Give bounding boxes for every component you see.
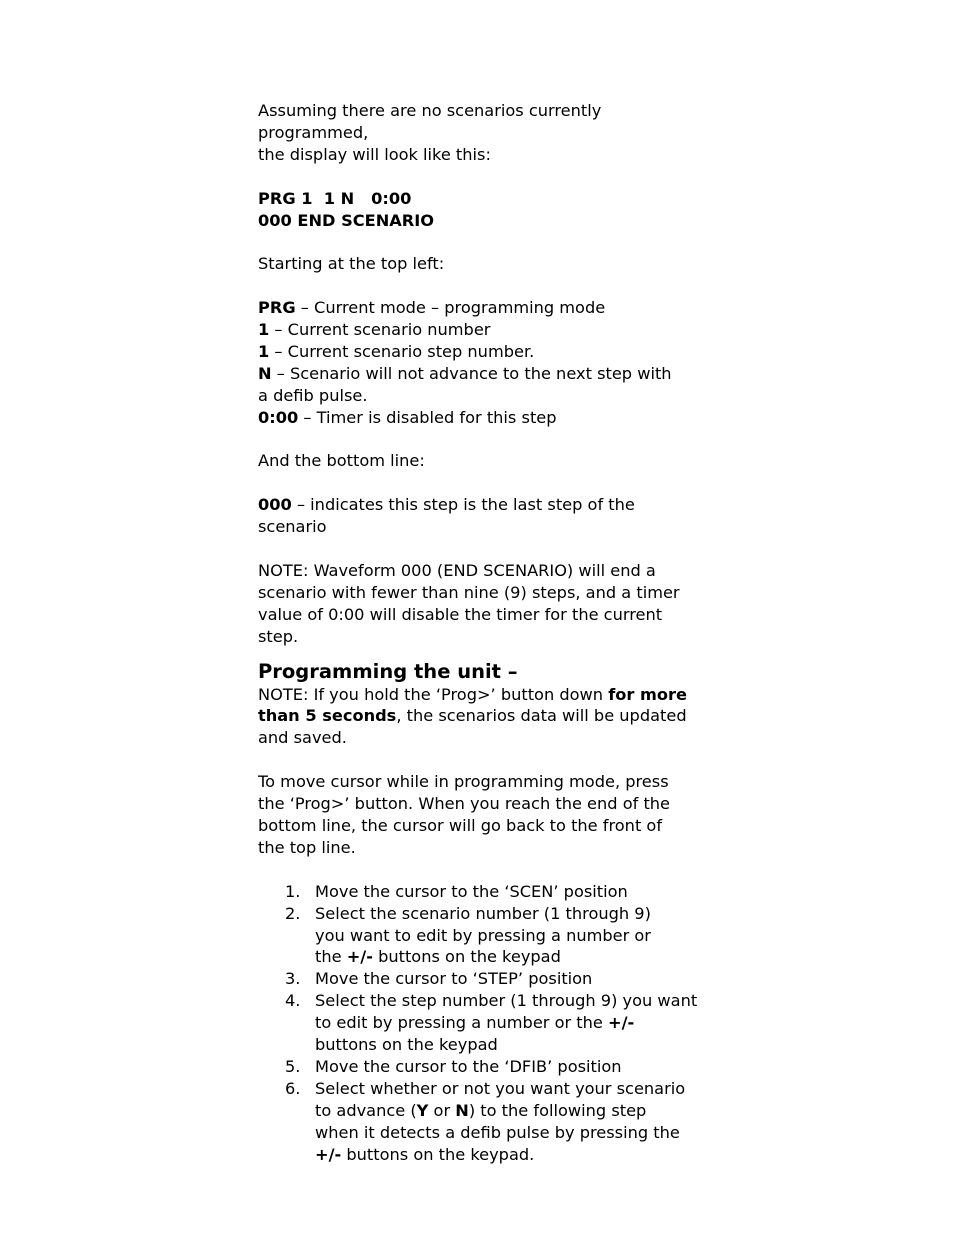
step-number: 3. (285, 969, 301, 989)
step-text: Move the cursor to the ‘DFIB’ position (315, 1056, 622, 1076)
note-end: , the scenarios data will be updated and saved. (258, 706, 687, 748)
list-item (258, 881, 708, 903)
list-item (258, 903, 670, 969)
step-text-bold: +/- (608, 1013, 635, 1033)
definition-step-number (258, 341, 708, 363)
top-left-heading: Starting at the top left: (258, 254, 445, 274)
definition-term: 1 (258, 320, 270, 340)
definition-term: 000 (258, 495, 292, 515)
step-text-bold: Y (416, 1100, 429, 1120)
definition-timer (258, 407, 708, 429)
step-text: buttons on the keypad (315, 1035, 498, 1055)
intro-paragraph (258, 100, 708, 166)
definition-term: PRG (258, 298, 296, 318)
step-text: buttons on the keypad. (341, 1144, 535, 1164)
definition-desc: – indicates this step is the last step of the scenario (258, 495, 635, 537)
step-text: Move the cursor to the ‘SCEN’ position (315, 881, 628, 901)
definition-desc: – Current scenario number (269, 320, 491, 340)
step-text: ) to the following step when it detects a defib pulse by pressing the (315, 1100, 680, 1142)
bottom-definition (258, 494, 708, 538)
step-number: 6. (285, 1078, 301, 1098)
step-number: 1. (285, 881, 301, 901)
step-text: Select the scenario number (1 through 9) you want to edit by pressing a number or the (315, 903, 651, 967)
step-text: or (428, 1100, 456, 1120)
display-top-line: PRG 1 1 N 0:00 (258, 188, 412, 208)
definition-scenario-number (258, 319, 708, 341)
note-bold: for more than 5 seconds (258, 684, 687, 726)
definition-mode (258, 297, 708, 319)
display-bottom-line: 000 END SCENARIO (258, 210, 435, 230)
section-heading: Programming the unit – (258, 659, 518, 683)
step-number: 2. (285, 903, 301, 923)
list-item (258, 1078, 695, 1166)
step-text-bold: N (455, 1100, 469, 1120)
definition-term: 0:00 (258, 407, 299, 427)
step-number: 5. (285, 1056, 301, 1076)
list-item (258, 990, 700, 1056)
list-item (258, 1056, 708, 1078)
step-number: 4. (285, 991, 301, 1011)
intro-line-2: the display will look like this: (258, 144, 491, 164)
definitions-list (258, 297, 708, 428)
note-waveform: NOTE: Waveform 000 (END SCENARIO) will end a scenario with fewer than nine (9) steps, and a timer value of 0:00 will disable the timer for the current step. (258, 560, 680, 646)
definition-desc: – Scenario will not advance to the next step with a defib pulse. (258, 363, 672, 405)
step-text-bold: +/- (346, 947, 373, 967)
list-item (258, 968, 708, 990)
cursor-instructions: To move cursor while in programming mode, press the ‘Prog>’ button. When you reach the end of the bottom line, the cursor will go back to the front of the top line. (258, 772, 671, 857)
definition-desc: – Current scenario step number. (269, 341, 535, 361)
step-text: Select the step number (1 through 9) you want to edit by pressing a number or the (315, 991, 698, 1033)
note-start: NOTE: If you hold the ‘Prog>’ button down (258, 684, 609, 704)
definition-advance (258, 363, 678, 407)
steps-list (258, 881, 708, 1166)
step-text: Move the cursor to ‘STEP’ position (315, 969, 593, 989)
step-text-bold: +/- (315, 1144, 342, 1164)
bottom-line-heading: And the bottom line: (258, 451, 425, 471)
definition-term: N (258, 363, 272, 383)
document-page (258, 100, 708, 1165)
note-prog-hold (258, 684, 693, 750)
display-example (258, 188, 708, 232)
intro-line-1: Assuming there are no scenarios currently programmed, (258, 101, 602, 142)
step-text: buttons on the keypad (372, 947, 561, 967)
definition-desc: – Current mode – programming mode (295, 298, 606, 318)
definition-term: 1 (258, 341, 270, 361)
definition-desc: – Timer is disabled for this step (298, 407, 557, 427)
step-text: Select whether or not you want your scenario to advance ( (315, 1078, 686, 1120)
